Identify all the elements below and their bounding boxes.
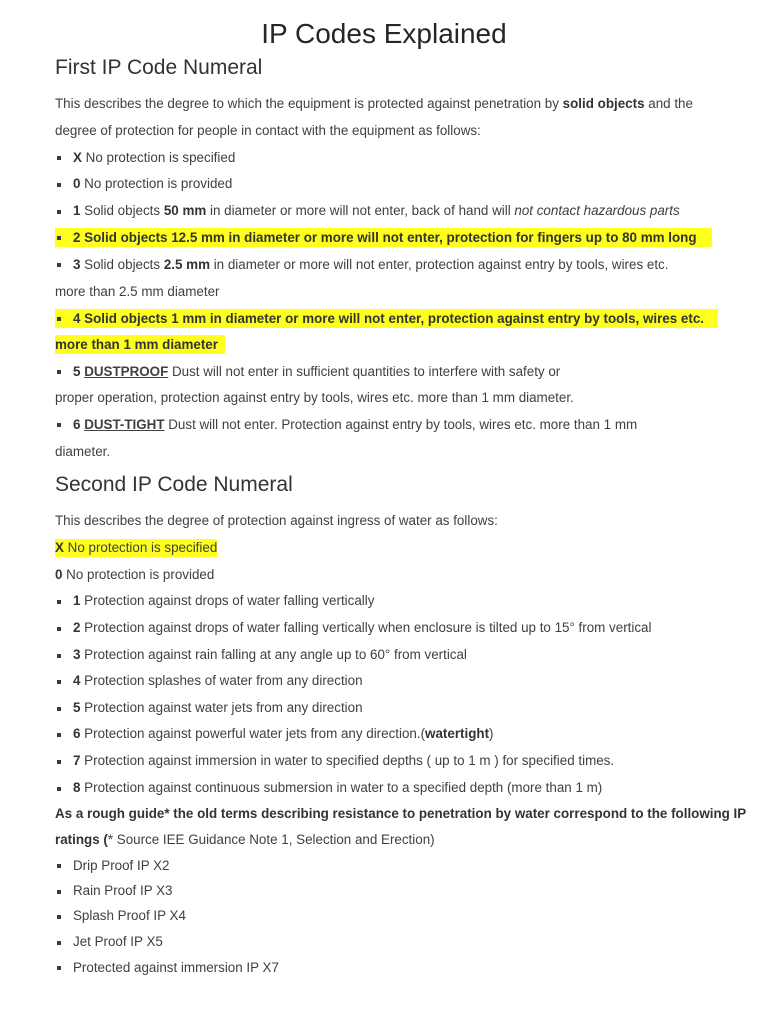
bullet-icon <box>57 236 61 240</box>
guide-text: As a rough guide* the old terms describing resistance to penetration by water correspond to the following IP <box>55 806 747 821</box>
first-item-6-cont: diameter. <box>55 444 111 459</box>
first-intro-line-2: degree of protection for people in contact with the equipment as follows: <box>55 123 481 138</box>
first-item-2: 2 Solid objects 12.5 mm in diameter or more will not enter, protection for fingers up to 80 mm long <box>73 230 697 245</box>
bullet-icon <box>57 890 61 894</box>
second-item-x: X No protection is specified <box>55 540 218 555</box>
bullet-icon <box>57 680 61 684</box>
bullet-icon <box>57 760 61 764</box>
bullet-icon <box>57 183 61 187</box>
second-item-1: 1 Protection against drops of water falling vertically <box>73 593 375 608</box>
bullet-icon <box>57 864 61 868</box>
second-intro: This describes the degree of protection against ingress of water as follows: <box>55 513 498 528</box>
guide-text-2: ratings (* Source IEE Guidance Note 1, Selection and Erection) <box>55 832 435 847</box>
bullet-icon <box>57 787 61 791</box>
second-item-4: 4 Protection splashes of water from any direction <box>73 673 363 688</box>
first-item-3-cont: more than 2.5 mm diameter <box>55 284 220 299</box>
bullet-icon <box>57 915 61 919</box>
bullet-icon <box>57 156 61 160</box>
bullet-icon <box>57 423 61 427</box>
guide-item: Drip Proof IP X2 <box>73 858 170 873</box>
second-item-8: 8 Protection against continuous submersion in water to a specified depth (more than 1 m) <box>73 780 603 795</box>
bullet-icon <box>57 627 61 631</box>
bullet-icon <box>57 733 61 737</box>
first-item-0: 0 No protection is provided <box>73 176 233 191</box>
guide-item: Rain Proof IP X3 <box>73 883 173 898</box>
guide-item: Protected against immersion IP X7 <box>73 960 279 975</box>
bullet-icon <box>57 707 61 711</box>
second-item-7: 7 Protection against immersion in water to specified depths ( up to 1 m ) for specified times. <box>73 753 615 768</box>
bullet-icon <box>57 600 61 604</box>
bullet-icon <box>57 317 61 321</box>
bullet-icon <box>57 263 61 267</box>
bullet-icon <box>57 654 61 658</box>
guide-item: Splash Proof IP X4 <box>73 908 186 923</box>
first-intro-line: This describes the degree to which the equipment is protected against penetration by solid objects and the <box>55 96 693 111</box>
first-item-1: 1 Solid objects 50 mm in diameter or more will not enter, back of hand will not contact hazardous parts <box>73 203 680 218</box>
bullet-icon <box>57 941 61 945</box>
first-item-4: 4 Solid objects 1 mm in diameter or more will not enter, protection against entry by tools, wires etc. <box>73 311 704 326</box>
bullet-icon <box>57 210 61 214</box>
first-item-5: 5 DUSTPROOF Dust will not enter in sufficient quantities to interfere with safety or <box>73 364 561 379</box>
bullet-icon <box>57 966 61 970</box>
second-item-5: 5 Protection against water jets from any direction <box>73 700 363 715</box>
bullet-icon <box>57 370 61 374</box>
guide-item: Jet Proof IP X5 <box>73 934 163 949</box>
first-item-6: 6 DUST-TIGHT Dust will not enter. Protection against entry by tools, wires etc. more than 1 mm <box>73 417 638 432</box>
first-item-x: X No protection is specified <box>73 150 236 165</box>
second-item-2: 2 Protection against drops of water falling vertically when enclosure is tilted up to 15° from vertical <box>73 620 652 635</box>
first-item-3: 3 Solid objects 2.5 mm in diameter or more will not enter, protection against entry by tools, wires etc. <box>73 257 669 272</box>
first-item-5-cont: proper operation, protection against entry by tools, wires etc. more than 1 mm diameter. <box>55 390 574 405</box>
second-numeral-heading: Second IP Code Numeral <box>55 473 293 496</box>
second-item-3: 3 Protection against rain falling at any angle up to 60° from vertical <box>73 647 467 662</box>
second-item-6: 6 Protection against powerful water jets from any direction.(watertight) <box>73 726 494 741</box>
second-item-0: 0 No protection is provided <box>55 567 215 582</box>
page-title: IP Codes Explained <box>261 18 507 49</box>
first-item-4-cont: more than 1 mm diameter <box>55 337 218 352</box>
first-numeral-heading: First IP Code Numeral <box>55 56 263 79</box>
